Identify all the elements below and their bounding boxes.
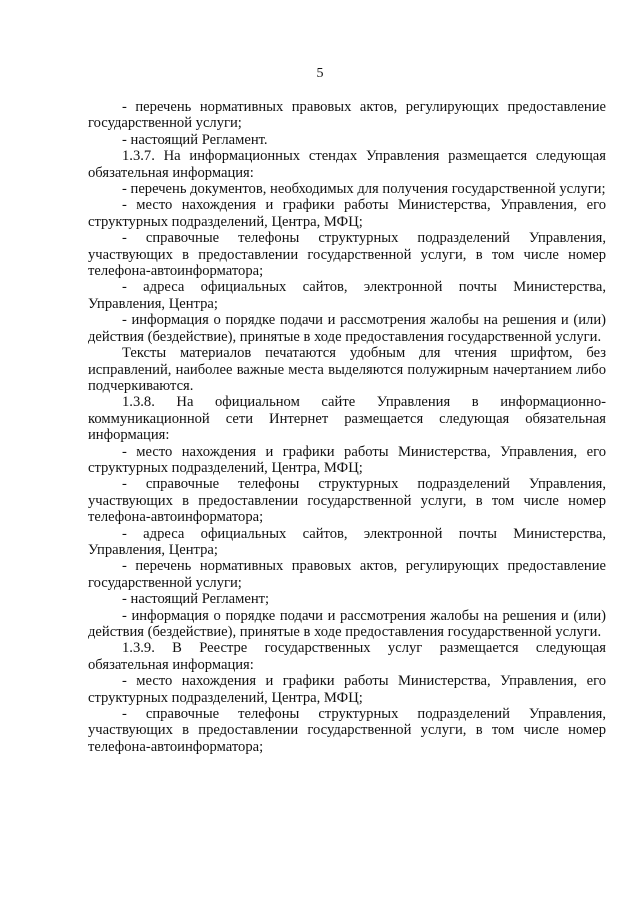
- paragraph-18: - место нахождения и графики работы Министерства, Управления, его структурных подразделений, Центра, МФЦ;: [88, 673, 606, 706]
- paragraph-5: - место нахождения и графики работы Министерства, Управления, его структурных подразделений, Центра, МФЦ;: [88, 197, 606, 230]
- paragraph-10: 1.3.8. На официальном сайте Управления в информационно-коммуникационной сети Интернет размещается следующая обязательная информация:: [88, 394, 606, 444]
- paragraph-1: - перечень нормативных правовых актов, регулирующих предоставление государственной услуги;: [88, 99, 606, 132]
- paragraph-19: - справочные телефоны структурных подразделений Управления, участвующих в предоставлении государственной услуги, в том числе номер телефона-автоинформатора;: [88, 706, 606, 755]
- document-body: [88, 99, 606, 755]
- paragraph-8: - информация о порядке подачи и рассмотрения жалобы на решения и (или) действия (бездействие), принятые в ходе предоставления государственной услуги.: [88, 312, 606, 345]
- paragraph-9: Тексты материалов печатаются удобным для чтения шрифтом, без исправлений, наиболее важные места выделяются полужирным начертанием либо подчеркиваются.: [88, 345, 606, 394]
- paragraph-3: 1.3.7. На информационных стендах Управления размещается следующая обязательная информация:: [88, 148, 606, 181]
- paragraph-15: - настоящий Регламент;: [122, 591, 270, 608]
- paragraph-14: - перечень нормативных правовых актов, регулирующих предоставление государственной услуги;: [88, 558, 606, 591]
- paragraph-4: - перечень документов, необходимых для получения государственной услуги;: [122, 181, 606, 198]
- paragraph-13: - адреса официальных сайтов, электронной почты Министерства, Управления, Центра;: [88, 525, 606, 558]
- paragraph-7: - адреса официальных сайтов, электронной почты Министерства, Управления, Центра;: [88, 279, 606, 312]
- paragraph-16: - информация о порядке подачи и рассмотрения жалобы на решения и (или) действия (бездействие), принятые в ходе предоставления государственной услуги.: [88, 607, 606, 640]
- paragraph-6: - справочные телефоны структурных подразделений Управления, участвующих в предоставлении государственной услуги, в том числе номер телефона-автоинформатора;: [88, 230, 606, 280]
- paragraph-17: 1.3.9. В Реестре государственных услуг размещается следующая обязательная информация:: [88, 640, 606, 673]
- paragraph-11: - место нахождения и графики работы Министерства, Управления, его структурных подразделений, Центра, МФЦ;: [88, 443, 606, 476]
- page-number: 5: [316, 66, 324, 81]
- paragraph-12: - справочные телефоны структурных подразделений Управления, участвующих в предоставлении государственной услуги, в том числе номер телефона-автоинформатора;: [88, 476, 606, 526]
- paragraph-2: - настоящий Регламент.: [122, 131, 268, 148]
